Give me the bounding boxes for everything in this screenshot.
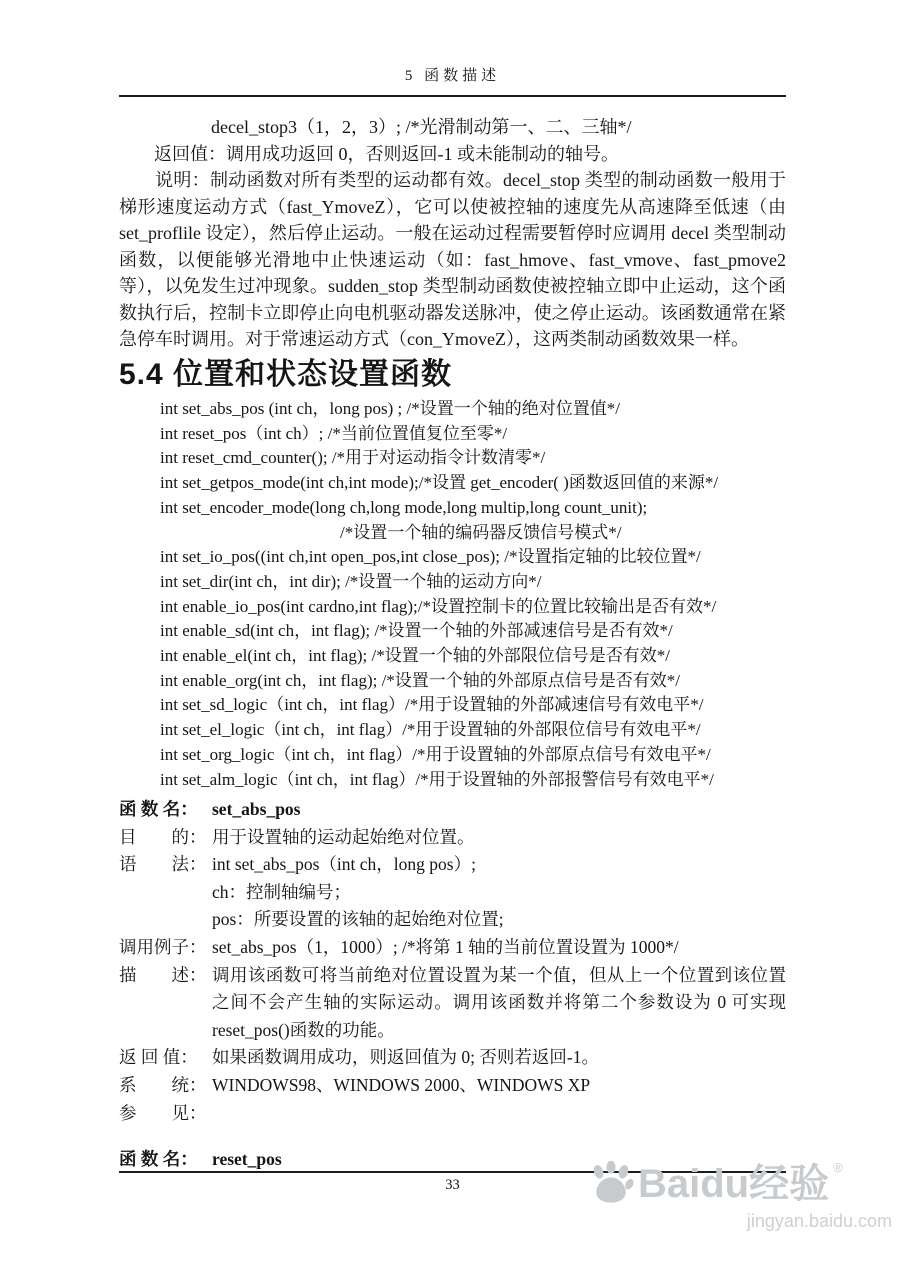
function-list — [160, 397, 860, 792]
watermark-brand: Baidu经验 — [638, 1162, 830, 1206]
function-list-item: int enable_io_pos(int cardno,int flag);/*设置控制卡的位置比较输出是否有效*/ — [160, 596, 717, 616]
doc-value: reset_pos — [212, 1149, 282, 1169]
baidu-watermark — [588, 1152, 898, 1232]
function-list-item: int enable_org(int ch，int flag); /*设置一个轴的外部原点信号是否有效*/ — [160, 670, 681, 690]
function-list-item: int set_org_logic（int ch，int flag）/*用于设置轴的外部原点信号有效电平*/ — [160, 744, 711, 764]
watermark-brand-row — [588, 1152, 898, 1209]
page-number: 33 — [445, 1177, 460, 1193]
doc-row-purpose — [119, 824, 786, 852]
function-list-item: int set_getpos_mode(int ch,int mode);/*设置 get_encoder( )函数返回值的来源*/ — [160, 473, 719, 493]
doc-label: 描 述： — [119, 964, 207, 985]
doc-value: set_abs_pos — [212, 799, 301, 819]
code-line: decel_stop3（1，2，3）; /*光滑制动第一、二、三轴*/ — [211, 117, 632, 137]
registered-mark-icon: ® — [833, 1160, 843, 1175]
doc-value — [212, 1100, 786, 1128]
doc-row-syntax — [119, 851, 786, 879]
doc-row-system — [119, 1072, 786, 1100]
syntax-param-line: pos：所要设置的该轴的起始绝对位置; — [212, 909, 504, 930]
syntax-param-line: ch：控制轴编号； — [212, 881, 352, 902]
doc-label: 目 的： — [119, 826, 207, 847]
function-list-item: int set_el_logic（int ch，int flag）/*用于设置轴的外部限位信号有效电平*/ — [160, 720, 701, 740]
doc-value: WINDOWS98、WINDOWS 2000、WINDOWS XP — [212, 1074, 591, 1095]
function-list-item: int set_dir(int ch，int dir); /*设置一个轴的运动方向*/ — [160, 571, 542, 591]
function-list-item: int set_sd_logic（int ch，int flag）/*用于设置轴的外部减速信号有效电平*/ — [160, 695, 704, 715]
doc-label: 函 数 名： — [119, 1149, 198, 1169]
doc-row-example — [119, 934, 786, 962]
function-list-item: int set_encoder_mode(long ch,long mode,long multip,long count_unit); — [160, 497, 648, 517]
return-value-line: 返回值：调用成功返回 0，否则返回-1 或未能制动的轴号。 — [154, 143, 619, 164]
intro-block — [119, 114, 786, 353]
page-header — [119, 64, 786, 97]
doc-value: 调用该函数可将当前绝对位置设置为某一个值，但从上一个位置到该位置之间不会产生轴的实际运动。调用该函数并将第二个参数设为 0 可实现 reset_pos()函数的功能。 — [212, 964, 786, 1040]
doc-value: set_abs_pos（1，1000）; /*将第 1 轴的当前位置设置为 1000*/ — [212, 936, 679, 957]
baidu-paw-icon — [588, 1158, 634, 1204]
function-doc-set-abs-pos — [119, 796, 786, 1127]
doc-value: int set_abs_pos（int ch，long pos）; — [212, 854, 476, 875]
doc-label: 语 法： — [119, 854, 207, 875]
description-paragraph: 说明：制动函数对所有类型的运动都有效。decel_stop 类型的制动函数一般用于梯形速度运动方式（fast_YmoveZ），它可以使被控轴的速度先从高速降至低速（由 set_proflile 设定），然后停止运动。一般在运动过程需要暂停时应调用 decel 类型制动函数，以便能够光滑地中止快速运动（如：fast_hmove、fast_vmove、fast_pmove2 等），以免发生过冲现象。sudden_stop 类型制动函数使被控轴立即中止运动，这个函数执行后，控制卡立即停止向电机驱动器发送脉冲，使之停止运动。该函数通常在紧急停车时调用。对于常速运动方式（con_YmoveZ），这两类制动函数效果一样。 — [119, 170, 786, 349]
function-list-item: int set_io_pos((int ch,int open_pos,int close_pos); /*设置指定轴的比较位置*/ — [160, 547, 701, 567]
function-list-item: int enable_el(int ch，int flag); /*设置一个轴的外部限位信号是否有效*/ — [160, 646, 670, 666]
doc-row-description — [119, 962, 786, 1045]
section-title: 5.4 位置和状态设置函数 — [119, 358, 453, 391]
watermark-url: jingyan.baidu.com — [746, 1211, 892, 1231]
doc-row-return-value — [119, 1044, 786, 1072]
doc-label: 系 统： — [119, 1074, 207, 1095]
doc-value: 如果函数调用成功，则返回值为 0; 否则若返回-1。 — [212, 1047, 599, 1068]
doc-label: 调用例子： — [119, 936, 207, 957]
function-list-item: int reset_pos（int ch）; /*当前位置值复位至零*/ — [160, 423, 508, 443]
header-title: 5 函数描述 — [404, 68, 501, 84]
doc-label: 返 回 值： — [119, 1047, 198, 1068]
doc-value: 用于设置轴的运动起始绝对位置。 — [212, 826, 475, 847]
doc-row-function-name — [119, 796, 786, 824]
function-list-item: int set_abs_pos (int ch，long pos) ; /*设置一个轴的绝对位置值*/ — [160, 399, 620, 418]
doc-label: 参 见： — [119, 1102, 207, 1123]
function-list-item: int set_alm_logic（int ch，int flag）/*用于设置轴的外部报警信号有效电平*/ — [160, 769, 714, 789]
function-list-item: int reset_cmd_counter(); /*用于对运动指令计数清零*/ — [160, 448, 546, 468]
function-list-item: int enable_sd(int ch，int flag); /*设置一个轴的外部减速信号是否有效*/ — [160, 621, 673, 641]
function-list-item-continuation: /*设置一个轴的编码器反馈信号模式*/ — [340, 522, 622, 542]
doc-label: 函 数 名： — [119, 799, 198, 819]
doc-row-see-also — [119, 1100, 786, 1128]
